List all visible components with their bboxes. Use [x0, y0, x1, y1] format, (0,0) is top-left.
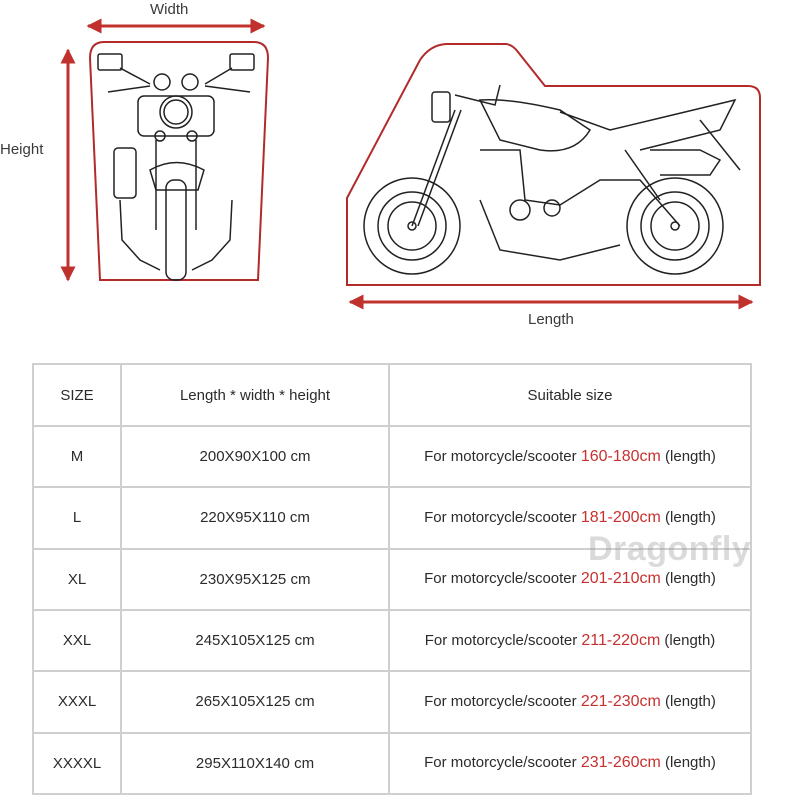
- suitable-cell: [389, 610, 751, 671]
- size-cell: M: [33, 426, 121, 487]
- dimensions-cell: 200X90X100 cm: [121, 426, 389, 487]
- dimensions-cell: 245X105X125 cm: [121, 610, 389, 671]
- size-cell: XL: [33, 549, 121, 610]
- suitable-suffix: (length): [660, 692, 716, 710]
- table-row: [33, 426, 751, 487]
- suitable-suffix: (length): [660, 447, 716, 465]
- front-cover-outline: [90, 42, 268, 280]
- header-suitable-size: Suitable size: [389, 364, 751, 426]
- size-cell: XXL: [33, 610, 121, 671]
- dimensions-cell: 265X105X125 cm: [121, 671, 389, 732]
- suitable-cell: [389, 426, 751, 487]
- size-table-container: [32, 363, 752, 795]
- dimension-illustration: [0, 0, 800, 345]
- size-table: [32, 363, 752, 795]
- header-dimensions: Length * width * height: [121, 364, 389, 426]
- suitable-cell: [389, 671, 751, 732]
- suitable-prefix: For motorcycle/scooter: [424, 508, 581, 526]
- suitable-cell: [389, 733, 751, 794]
- suitable-suffix: (length): [660, 754, 716, 772]
- side-cover-outline: [347, 44, 760, 285]
- watermark: Dragonfly: [588, 530, 752, 568]
- suitable-suffix: (length): [660, 508, 716, 526]
- table-header-row: [33, 364, 751, 426]
- length-range: 201-210cm: [580, 570, 661, 588]
- length-range: 211-220cm: [581, 631, 661, 649]
- dimensions-cell: 230X95X125 cm: [121, 549, 389, 610]
- suitable-prefix: For motorcycle/scooter: [424, 447, 581, 465]
- table-row: [33, 610, 751, 671]
- suitable-suffix: (length): [660, 570, 716, 588]
- table-row: [33, 733, 751, 794]
- length-label: Length: [528, 311, 574, 328]
- size-cell: L: [33, 487, 121, 548]
- front-motorcycle-icon: [98, 54, 254, 280]
- suitable-prefix: For motorcycle/scooter: [424, 570, 581, 588]
- motorcycle-cover-diagram: [0, 0, 800, 345]
- length-range: 160-180cm: [580, 447, 661, 465]
- header-size: SIZE: [33, 364, 121, 426]
- table-row: [33, 671, 751, 732]
- length-range: 231-260cm: [580, 754, 661, 772]
- suitable-prefix: For motorcycle/scooter: [424, 692, 581, 710]
- suitable-prefix: For motorcycle/scooter: [424, 754, 581, 772]
- length-range: 181-200cm: [580, 508, 661, 526]
- suitable-suffix: (length): [660, 631, 716, 649]
- dimensions-cell: 220X95X110 cm: [121, 487, 389, 548]
- size-cell: XXXL: [33, 671, 121, 732]
- side-motorcycle-icon: [364, 85, 740, 274]
- dimensions-cell: 295X110X140 cm: [121, 733, 389, 794]
- height-label: Height: [0, 141, 44, 158]
- size-cell: XXXXL: [33, 733, 121, 794]
- suitable-prefix: For motorcycle/scooter: [424, 631, 582, 649]
- length-range: 221-230cm: [580, 692, 661, 710]
- width-label: Width: [150, 1, 189, 18]
